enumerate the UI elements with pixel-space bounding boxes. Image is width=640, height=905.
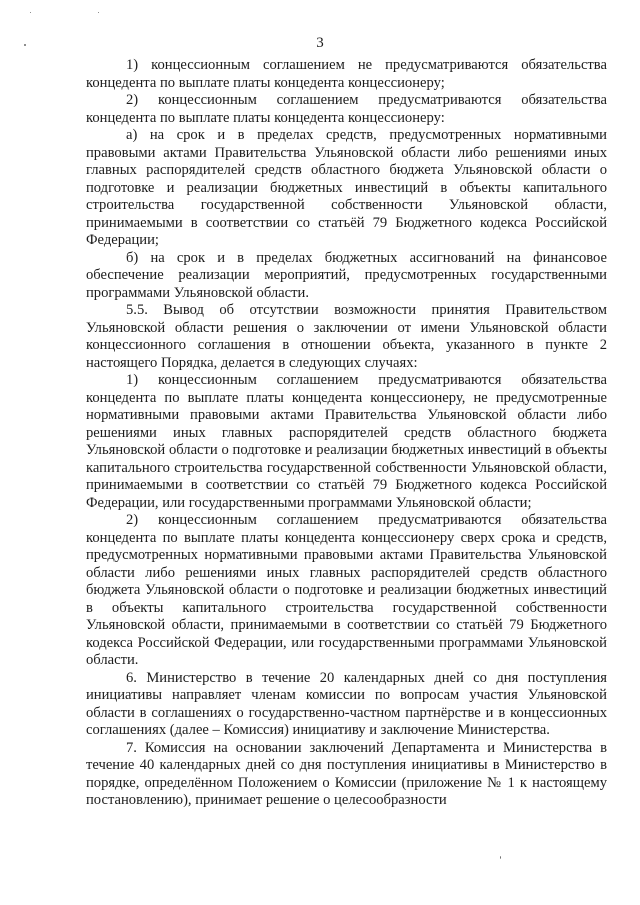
scan-speck [30, 12, 31, 13]
paragraph: 2) концессионным соглашением предусматриваются обязательства концедента по выплате платы концедента концессионеру: [86, 92, 607, 126]
page-number: 3 [316, 35, 324, 51]
paragraph: 1) концессионным соглашением предусматриваются обязательства концедента по выплате платы концедента концессионеру, не предусмотренные нормативными правовыми актами Правительства Ульяновской области либо решениями иных главных распорядителей средств областного бюджета Ульяновской области о подготовке и реализации бюджетных инвестиций в объекты капитального строительства государственной собственности Ульяновской области, принимаемыми в соответствии со статьёй 79 Бюджетного кодекса Российской Федерации, или государственными программами Ульяновской области; [86, 372, 607, 511]
paragraph: б) на срок и в пределах бюджетных ассигнований на финансовое обеспечение реализации мероприятий, предусмотренных государственными программами Ульяновской области. [86, 249, 607, 301]
paragraph: 6. Министерство в течение 20 календарных дней со дня поступления инициативы направляет членам комиссии по вопросам участия Ульяновской области в соглашениях о государственно-частном партнёрстве и в концессионных соглашениях (далее – Комиссия) инициативу и заключение Министерства. [86, 669, 607, 738]
document-body [86, 57, 607, 810]
paragraph: 2) концессионным соглашением предусматриваются обязательства концедента по выплате платы концедента концессионеру сверх срока и средств, предусмотренных нормативными правовыми актами Правительства Ульяновской области либо решениями иных главных распорядителей средств областного бюджета Ульяновской области о подготовке и реализации бюджетных инвестиций в объекты капитального строительства государственной собственности Ульяновской области, принимаемыми в соответствии со статьёй 79 Бюджетного кодекса Российской Федерации, или государственными программами Ульяновской области. [86, 512, 607, 668]
paragraph: 7. Комиссия на основании заключений Департамента и Министерства в течение 40 календарных дней со дня поступления инициативы в Министерство в порядке, определённом Положением о Комиссии (приложение № 1 к настоящему постановлению), принимает решение о целесообразности [86, 739, 607, 808]
scan-speck [500, 856, 501, 859]
scan-speck [98, 12, 99, 13]
paragraph: а) на срок и в пределах средств, предусмотренных нормативными правовыми актами Правительства Ульяновской области либо решениями иных главных распорядителей средств областного бюджета Ульяновской области о подготовке и реализации бюджетных инвестиций в объекты капитального строительства государственной собственности Ульяновской области, принимаемыми в соответствии со статьёй 79 Бюджетного кодекса Российской Федерации; [86, 127, 607, 248]
paragraph: 1) концессионным соглашением не предусматриваются обязательства концедента по выплате платы концедента концессионеру; [86, 57, 607, 91]
paragraph: 5.5. Вывод об отсутствии возможности принятия Правительством Ульяновской области решения о заключении от имени Ульяновской области концессионного соглашения в отношении объекта, указанного в пункте 2 настоящего Порядка, делается в следующих случаях: [86, 302, 607, 371]
